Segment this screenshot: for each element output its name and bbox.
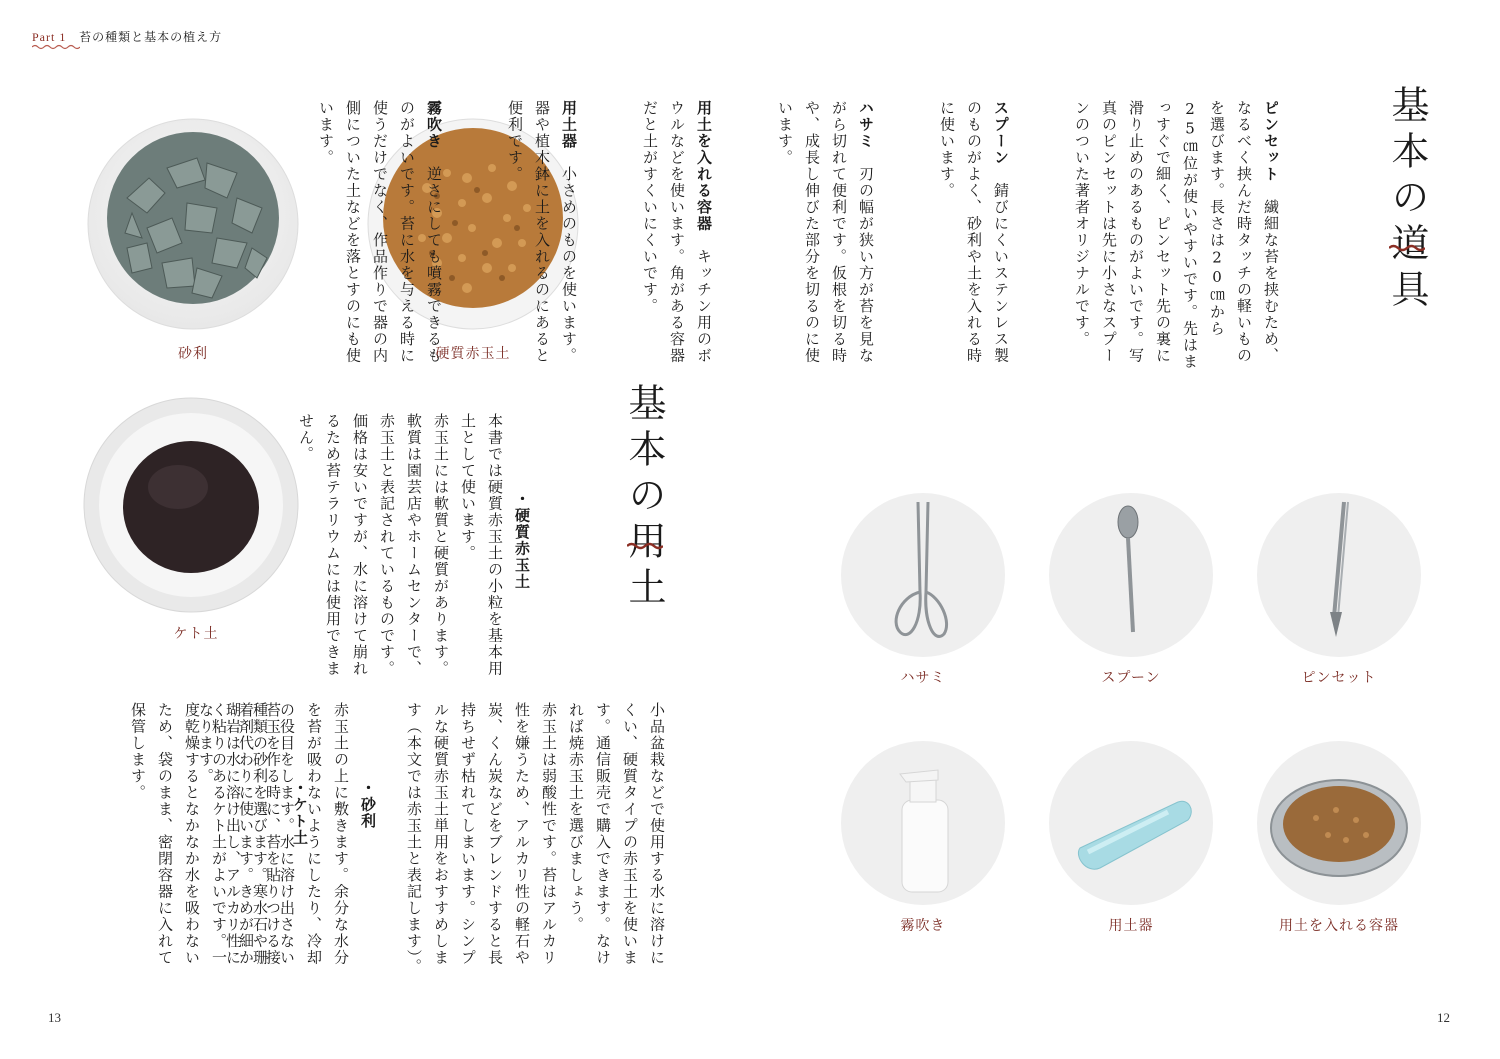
akadama-body: 本書では硬質赤玉土の小粒を基本用土として使います。 赤玉土には軟質と硬質があります。軟質は園芸店やホームセンターで、赤玉土と表記されているものです。価格は安いですが、水に溶けて崩れるため苔テラリウムには使用できません。 xyxy=(297,413,504,677)
title-wave-ornament-tools xyxy=(1389,244,1425,252)
running-header xyxy=(32,28,222,45)
akadama-heading: ・硬質赤玉土 xyxy=(513,491,531,590)
photo-label-scissors: ハサミ xyxy=(900,670,946,686)
part-label: Part 1 xyxy=(32,30,67,44)
tool-entry-container: 用土を入れる容器 キッチン用のボウルなどを使います。角がある容器だと土がすくいにくいです。 xyxy=(641,100,713,364)
photo-tweezers xyxy=(1256,492,1422,658)
photo-label-soil-container: 用土を入れる容器 xyxy=(1279,918,1399,934)
photo-spoon xyxy=(1048,492,1214,658)
chapter-title: 苔の種類と基本の植え方 xyxy=(79,30,223,44)
soil-akadama-column xyxy=(297,413,562,693)
photo-soil-container xyxy=(1256,740,1422,906)
title-wave-ornament-soil xyxy=(627,542,663,550)
photo-label-akadama: 硬質赤玉土 xyxy=(435,346,511,362)
section-title-tools: 基本の道具 xyxy=(1385,85,1429,315)
photo-label-gravel: 砂利 xyxy=(178,346,208,362)
tool-entry-tweezers: ピンセット 繊細な苔を挟むため、なるべく挟んだ時タッチの軽いものを選びます。長さは20㎝から25㎝位が使いやすいです。先はまっすぐで細く、ピンセット先の裏に滑り止めのあるものがよいです。写真のピンセットは先に小さなスプーンのついた著者オリジナルです。 xyxy=(1073,100,1280,370)
photo-label-keto: ケト土 xyxy=(173,626,219,642)
akadama-text xyxy=(238,413,562,693)
photo-label-sprayer: 霧吹き xyxy=(900,918,946,934)
gravel-body: 赤玉土の上に敷きます。余分な水分を苔が吸わないようにしたり、冷却の役目をします。水に溶け出さない種類の砂利を選びます。寒水石や珊瑚岩は水に溶け出し、アルカリ性になります。 xyxy=(197,702,350,966)
tool-entry-soil-scoop: 用土器 小さめのものを使います。器や植木鉢に土を入れるのにあると便利です。 xyxy=(506,100,578,364)
keto-heading: ・ケト土 xyxy=(291,780,309,846)
photo-label-soil-scoop: 用土器 xyxy=(1108,918,1154,934)
keto-body: 苔玉を作る時に、苔を貼りつける接着剤代わりに使います。きめが細かく粘りのあるケト土がよいです。一度乾燥するとなかなか水を吸わないため、袋のまま、密閉容器に入れて保管します。 xyxy=(129,702,282,966)
photo-scissors xyxy=(840,492,1006,658)
soil-lower-column xyxy=(70,702,670,977)
section-title-soil: 基本の用土 xyxy=(622,383,666,613)
photo-label-spoon: スプーン xyxy=(1101,670,1161,686)
photo-gravel xyxy=(87,118,299,330)
page-number-left: 13 xyxy=(48,1010,61,1025)
header-wave-ornament xyxy=(32,44,80,50)
tool-entry-sprayer: 霧吹き 逆さにしても噴霧できるものがよいです。苔に水を与える時に使うだけでなく、作品作りで器の内側についた土などを落とすのにも使います。 xyxy=(317,100,443,364)
keto-text xyxy=(70,702,340,977)
photo-soil-scoop xyxy=(1048,740,1214,906)
akadama-continued-text: 小品盆栽などで使用する水に溶けにくい、硬質タイプの赤玉土を使います。通信販売で購入できます。なければ焼赤玉土を選びましょう。 赤玉土は弱酸性です。苔はアルカリ性を嫌うため、アルカリ性の軽石や炭、くん炭などをブレンドすると長持ちせず枯れてしまいます。シンプルな硬質赤玉土単用をおすすめします（本文では赤玉土と表記します）。 xyxy=(405,702,666,975)
tool-entry-scissors: ハサミ 刃の幅が狭い方が苔を見ながら切れて便利です。仮根を切る時や、成長し伸びた部分を切るのに使います。 xyxy=(776,100,875,364)
photo-label-tweezers: ピンセット xyxy=(1301,670,1377,686)
page-number-right: 12 xyxy=(1437,1010,1450,1025)
photo-sprayer xyxy=(840,740,1006,906)
gravel-heading: ・砂利 xyxy=(359,780,377,830)
tool-entry-spoon: スプーン 錆びにくいステンレス製のものがよく、砂利や土を入れる時に使います。 xyxy=(938,100,1010,364)
